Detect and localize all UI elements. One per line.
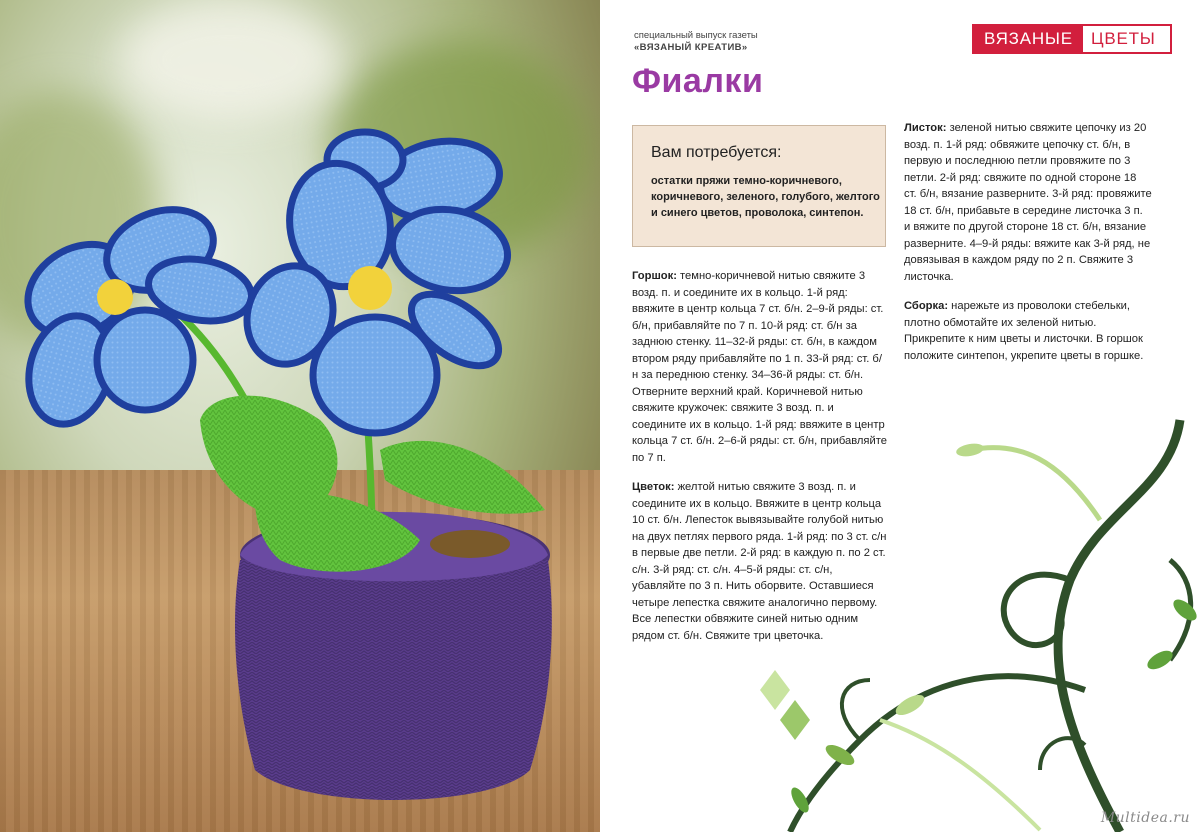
section-rubric: [972, 24, 1172, 54]
materials-text: остатки пряжи темно-коричневого, коричневого, зеленого, голубого, желтого и синего цветов, проволока, синтепон.: [651, 175, 880, 219]
text-page: [600, 0, 1200, 832]
newspaper-kicker: [634, 30, 758, 54]
rubric-left: ВЯЗАНЫЕ: [974, 26, 1083, 52]
flower-text: желтой нитью свяжите 3 возд. п. и соедините их в кольцо. Ввяжите в центр кольца 10 ст. б/н. Лепесток вывязывайте голубой нитью на двух петлях первого ряда. 1-й ряд: по 3 ст. с/н в первые две петли. 2-й ряд: в каждую п. по 2 ст. с/н. 3-й ряд: ст. с/н. 4–5-й ряды: ст. с/н, убавляйте по 3 п. Нить оборвите. Оставшиеся четыре лепестка свяжите аналогично первому. Все лепестки обвяжите синей нитью одним рядом ст. б/н. Свяжите три цветочка.: [632, 481, 887, 642]
assembly-text: нарежьте из проволоки стебельки, плотно обмотайте их зеленой нитью. Прикрепите к ним цветы и листочки. В горшок положите синтепон, укрепите цветы в горшке.: [904, 300, 1144, 362]
article-title: Фиалки: [632, 62, 764, 100]
text-column-2: [904, 120, 1152, 377]
leaf-front: [255, 492, 420, 572]
pot-text: темно-коричневой нитью свяжите 3 возд. п. и соедините их в кольцо. 1-й ряд: ввяжите в центр кольца 7 ст. б/н. 2–9-й ряды: ст. б/н, прибавляйте по 7 п. 10-й ряд: ст. б/н за заднюю стенку. 11–32-й ряды: ст. б/н, в каждом втором ряду прибавляйте по 1 п. 33-й ряд: ст. б/н за переднюю стенку. 34–36-й ряды: ст. б/н. Отверните верхний край. Коричневой нитью свяжите кружочек: свяжите 3 возд. п. и соедините их в кольцо. 1-й ряд: ввяжите в центр кольца 7 ст. б/н. 2–6-й ряды: ст. б/н, прибавляйте по 7 п.: [632, 270, 887, 464]
violet-flower-left: [11, 195, 256, 433]
flower-label: Цветок:: [632, 481, 675, 493]
materials-box: [632, 125, 886, 247]
watermark: Multidea.ru: [1100, 810, 1190, 826]
leaf-right: [380, 441, 545, 514]
rubric-right: ЦВЕТЫ: [1083, 26, 1170, 52]
leaf-paragraph: [904, 120, 1152, 285]
materials-heading: Вам потребуется:: [651, 144, 782, 161]
pot-label: Горшок:: [632, 270, 677, 282]
floral-swirl-ornament: [740, 360, 1200, 832]
assembly-paragraph: [904, 298, 1152, 364]
leaf-text: зеленой нитью свяжите цепочку из 20 возд. п. 1-й ряд: обвяжите цепочку ст. б/н, в первую и последнюю петли провяжите по 3 петли. 2-й ряд: свяжите по одной стороне 18 ст. б/н, вязание разверните. 3-й ряд: провяжите 18 ст. б/н, прибавьте в середине листочка 3 п. и вяжите по другой стороне 18 ст. б/н, вязание разверните. 4–9-й ряды: вяжите как 3-й ряд, не довязывая в каждом ряду по 2 п. Свяжите 3 листочка.: [904, 122, 1152, 283]
violet-flower-right: [233, 132, 514, 433]
kicker-line-1: специальный выпуск газеты: [634, 30, 758, 41]
leaf-label: Листок:: [904, 122, 947, 134]
assembly-label: Сборка:: [904, 300, 949, 312]
kicker-line-2: «ВЯЗАНЫЙ КРЕАТИВ»: [634, 42, 748, 53]
